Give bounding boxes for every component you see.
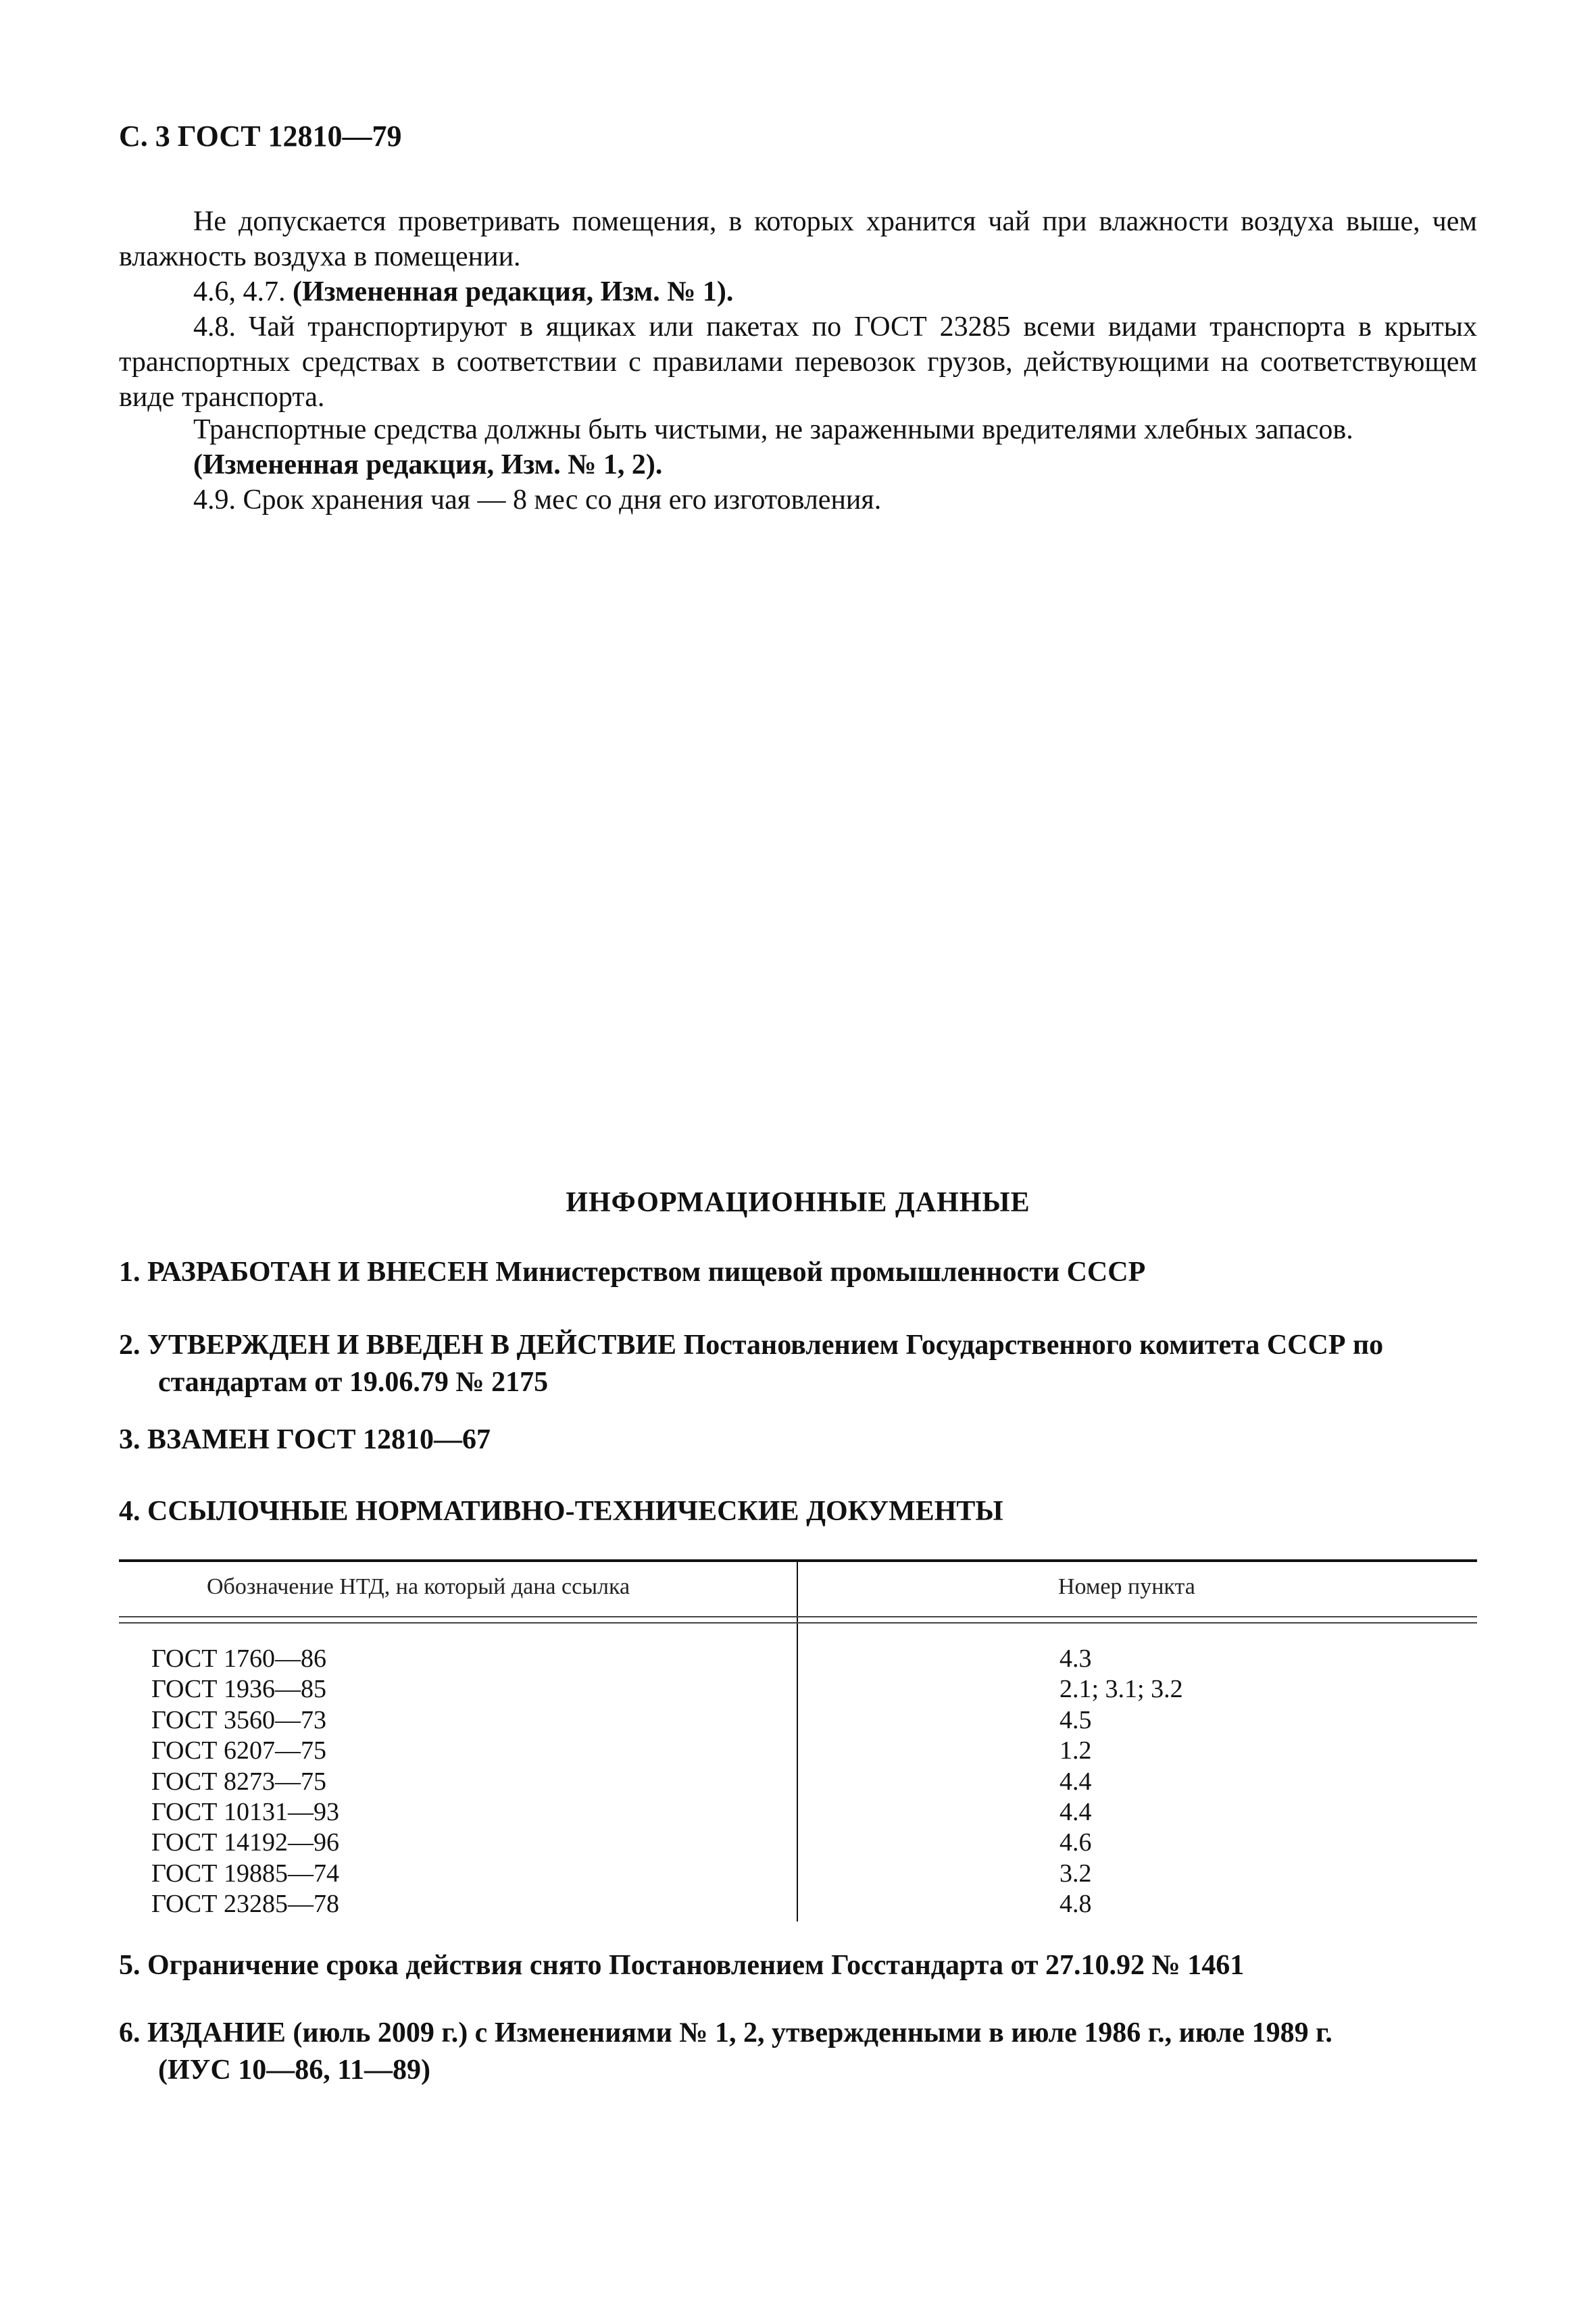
table-row <box>119 1797 1477 1828</box>
table-cell-clause: 4.4 <box>1059 1797 1092 1826</box>
amendment-note: (Измененная редакция, Изм. № 1). <box>293 276 734 307</box>
table-cell-clause: 1.2 <box>1059 1736 1092 1765</box>
table-cell-document: ГОСТ 23285—78 <box>151 1890 339 1919</box>
table-cell-clause: 3.2 <box>1059 1859 1092 1888</box>
table-cell-clause: 2.1; 3.1; 3.2 <box>1059 1675 1183 1704</box>
table-cell-document: ГОСТ 8273—75 <box>151 1767 326 1796</box>
table-cell-document: ГОСТ 1936—85 <box>151 1675 326 1704</box>
table-cell-document: ГОСТ 14192—96 <box>151 1828 339 1857</box>
table-cell-clause: 4.6 <box>1059 1828 1092 1857</box>
table-header-document: Обозначение НТД, на который дана ссылка <box>207 1574 630 1599</box>
table-row <box>119 1674 1477 1705</box>
info-item-2-line2: стандартам от 19.06.79 № 2175 <box>158 1367 549 1398</box>
table-cell-document: ГОСТ 6207—75 <box>151 1736 326 1765</box>
table-row <box>119 1736 1477 1766</box>
amendment-note-1-2: (Измененная редакция, Изм. № 1, 2). <box>193 449 663 480</box>
paragraph-clause-4-8: 4.8. Чай транспортируют в ящиках или пакетах по ГОСТ 23285 всеми видами транспорта в крытых транспортных средствах в соответствии с правилами перевозок грузов, действующими на соответствующем виде транспорта. <box>119 311 1477 413</box>
table-cell-clause: 4.3 <box>1059 1644 1092 1673</box>
table-row <box>119 1705 1477 1736</box>
table-cell-document: ГОСТ 1760—86 <box>151 1644 326 1673</box>
info-item-3: 3. ВЗАМЕН ГОСТ 12810—67 <box>119 1424 491 1455</box>
table-cell-clause: 4.5 <box>1059 1705 1092 1734</box>
info-title: ИНФОРМАЦИОННЫЕ ДАННЫЕ <box>566 1187 1030 1218</box>
clause-ref: 4.6, 4.7. <box>193 276 293 307</box>
table-row <box>119 1859 1477 1889</box>
info-item-6 <box>119 2015 1477 2089</box>
table-row <box>119 1828 1477 1858</box>
paragraph-clause-4-9: 4.9. Срок хранения чая — 8 мес со дня его изготовления. <box>193 484 882 515</box>
table-cell-clause: 4.4 <box>1059 1767 1092 1796</box>
table-row <box>119 1644 1477 1674</box>
table-header-clause: Номер пункта <box>1058 1574 1195 1599</box>
table-cell-document: ГОСТ 10131—93 <box>151 1797 339 1826</box>
table-cell-clause: 4.8 <box>1059 1890 1092 1919</box>
table-cell-document: ГОСТ 19885—74 <box>151 1859 339 1888</box>
table-header-rule <box>119 1616 1477 1617</box>
table-header-rule-double <box>119 1622 1477 1624</box>
info-item-2-line1: 2. УТВЕРЖДЕН И ВВЕДЕН В ДЕЙСТВИЕ Постановлением Государственного комитета СССР по <box>119 1330 1384 1361</box>
paragraph-ventilation: Не допускается проветривать помещения, в которых хранится чай при влажности воздуха выше, чем влажность воздуха в помещении. <box>119 206 1477 272</box>
table-body <box>119 1644 1477 1920</box>
paragraph-amendment-4-6-4-7 <box>119 274 1477 309</box>
table-row <box>119 1767 1477 1797</box>
info-item-2 <box>119 1327 1477 1401</box>
table-cell-document: ГОСТ 3560—73 <box>151 1705 326 1734</box>
table-top-rule <box>119 1559 1477 1562</box>
info-item-6-line1: 6. ИЗДАНИЕ (июль 2009 г.) с Изменениями № 1, 2, утвержденными в июле 1986 г., июле 1989 г. <box>119 2017 1332 2048</box>
info-item-4: 4. ССЫЛОЧНЫЕ НОРМАТИВНО-ТЕХНИЧЕСКИЕ ДОКУМЕНТЫ <box>119 1496 1003 1527</box>
table-row <box>119 1889 1477 1919</box>
info-item-1: 1. РАЗРАБОТАН И ВНЕСЕН Министерством пищевой промышленности СССР <box>119 1257 1146 1288</box>
info-item-5: 5. Ограничение срока действия снято Постановлением Госстандарта от 27.10.92 № 1461 <box>119 1950 1245 1981</box>
page-header: С. 3 ГОСТ 12810—79 <box>119 120 402 153</box>
info-item-6-line2: (ИУС 10—86, 11—89) <box>158 2055 430 2086</box>
paragraph-vehicles: Транспортные средства должны быть чистыми, не зараженными вредителями хлебных запасов. <box>193 414 1353 445</box>
